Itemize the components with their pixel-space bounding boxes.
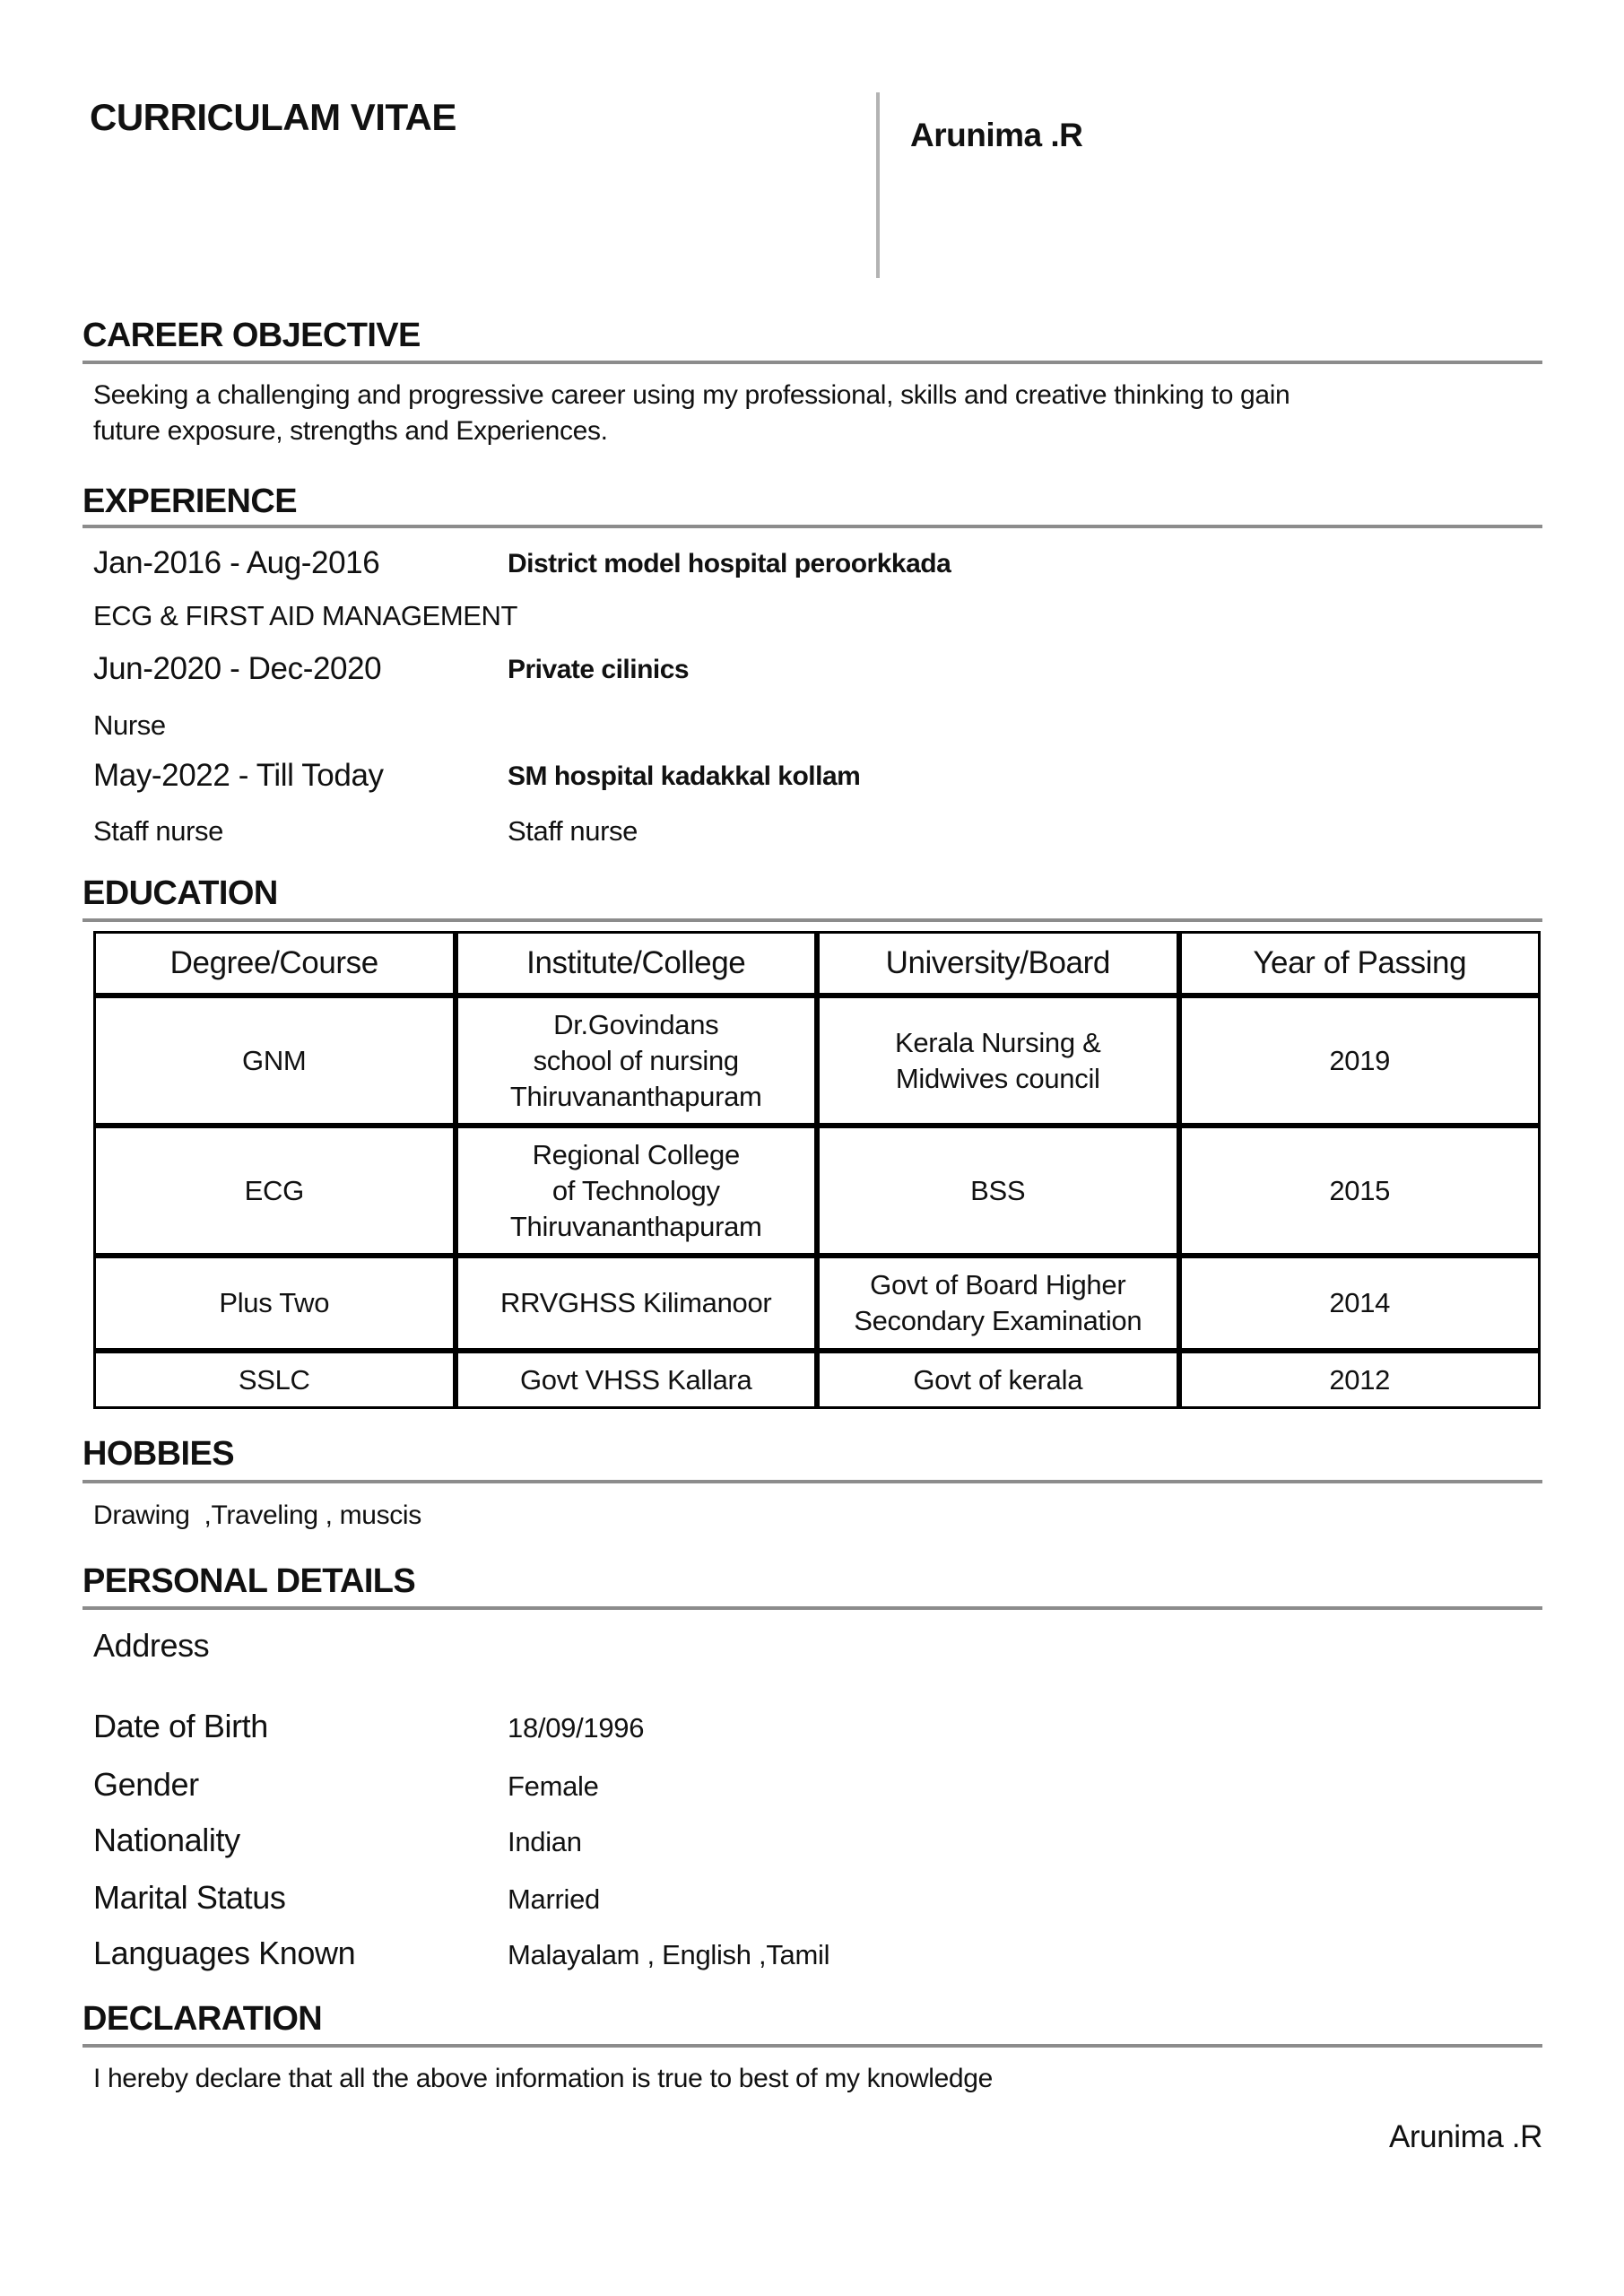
cell-year: 2012: [1179, 1351, 1541, 1409]
experience-role: Nurse: [93, 709, 166, 741]
experience-period: Jan-2016 - Aug-2016: [93, 545, 380, 580]
cell-institute: Govt VHSS Kallara: [456, 1351, 818, 1409]
experience-role: ECG & FIRST AID MANAGEMENT: [93, 600, 518, 631]
cell-university: Govt of Board Higher Secondary Examination: [817, 1256, 1179, 1351]
career-objective-line-1: Seeking a challenging and progressive career using my professional, skills and creative thinking to gain: [93, 380, 1290, 410]
section-heading-experience: EXPERIENCE: [83, 483, 297, 520]
section-rule: [83, 1480, 1542, 1483]
education-table-header: [93, 931, 1541, 996]
cell-degree: SSLC: [93, 1351, 456, 1409]
header-divider: [876, 92, 880, 278]
section-heading-career-objective: CAREER OBJECTIVE: [83, 317, 421, 354]
cell-university: BSS: [817, 1126, 1179, 1256]
detail-label: Gender: [93, 1766, 199, 1803]
experience-organization: District model hospital peroorkkada: [508, 549, 951, 578]
table-row: [93, 1351, 1541, 1409]
column-header-university: University/Board: [817, 931, 1179, 996]
section-heading-hobbies: HOBBIES: [83, 1435, 234, 1473]
detail-value: Female: [508, 1770, 599, 1802]
section-heading-education: EDUCATION: [83, 874, 278, 912]
experience-role-detail: Staff nurse: [508, 815, 638, 847]
detail-label: Nationality: [93, 1822, 240, 1858]
column-header-degree: Degree/Course: [93, 931, 456, 996]
section-rule: [83, 525, 1542, 528]
table-row: [93, 1126, 1541, 1256]
experience-period: May-2022 - Till Today: [93, 758, 384, 793]
detail-value: 18/09/1996: [508, 1712, 645, 1744]
hobbies-text: Drawing ,Traveling , muscis: [93, 1500, 421, 1530]
cell-university: Govt of kerala: [817, 1351, 1179, 1409]
section-heading-declaration: DECLARATION: [83, 2000, 323, 2038]
cell-year: 2014: [1179, 1256, 1541, 1351]
cell-degree: Plus Two: [93, 1256, 456, 1351]
cell-institute: Dr.Govindans school of nursing Thiruvananthapuram: [456, 996, 818, 1126]
experience-organization: SM hospital kadakkal kollam: [508, 761, 861, 791]
detail-label: Languages Known: [93, 1935, 356, 1971]
section-rule: [83, 2044, 1542, 2048]
address-label: Address: [93, 1627, 210, 1664]
cell-year: 2015: [1179, 1126, 1541, 1256]
cell-year: 2019: [1179, 996, 1541, 1126]
signature-name: Arunima .R: [1388, 2119, 1542, 2154]
column-header-institute: Institute/College: [456, 931, 818, 996]
section-rule: [83, 1606, 1542, 1610]
experience-period: Jun-2020 - Dec-2020: [93, 651, 382, 686]
career-objective-line-2: future exposure, strengths and Experiences.: [93, 416, 608, 446]
detail-value: Married: [508, 1883, 600, 1915]
detail-label: Date of Birth: [93, 1708, 268, 1744]
document-title: CURRICULAM VITAE: [90, 96, 456, 138]
detail-value: Malayalam , English ,Tamil: [508, 1939, 830, 1970]
cell-degree: ECG: [93, 1126, 456, 1256]
cell-degree: GNM: [93, 996, 456, 1126]
candidate-name: Arunima .R: [910, 117, 1083, 153]
cell-institute: Regional College of Technology Thiruvananthapuram: [456, 1126, 818, 1256]
detail-value: Indian: [508, 1826, 582, 1857]
cell-institute: RRVGHSS Kilimanoor: [456, 1256, 818, 1351]
table-row: [93, 1256, 1541, 1351]
education-table: [93, 931, 1541, 1409]
table-row: [93, 996, 1541, 1126]
declaration-text: I hereby declare that all the above information is true to best of my knowledge: [93, 2064, 993, 2093]
section-heading-personal-details: PERSONAL DETAILS: [83, 1562, 416, 1600]
section-rule: [83, 918, 1542, 922]
column-header-year: Year of Passing: [1179, 931, 1541, 996]
cell-university: Kerala Nursing & Midwives council: [817, 996, 1179, 1126]
experience-role: Staff nurse: [93, 815, 223, 847]
detail-label: Marital Status: [93, 1879, 286, 1916]
experience-organization: Private cilinics: [508, 655, 690, 684]
section-rule: [83, 361, 1542, 364]
